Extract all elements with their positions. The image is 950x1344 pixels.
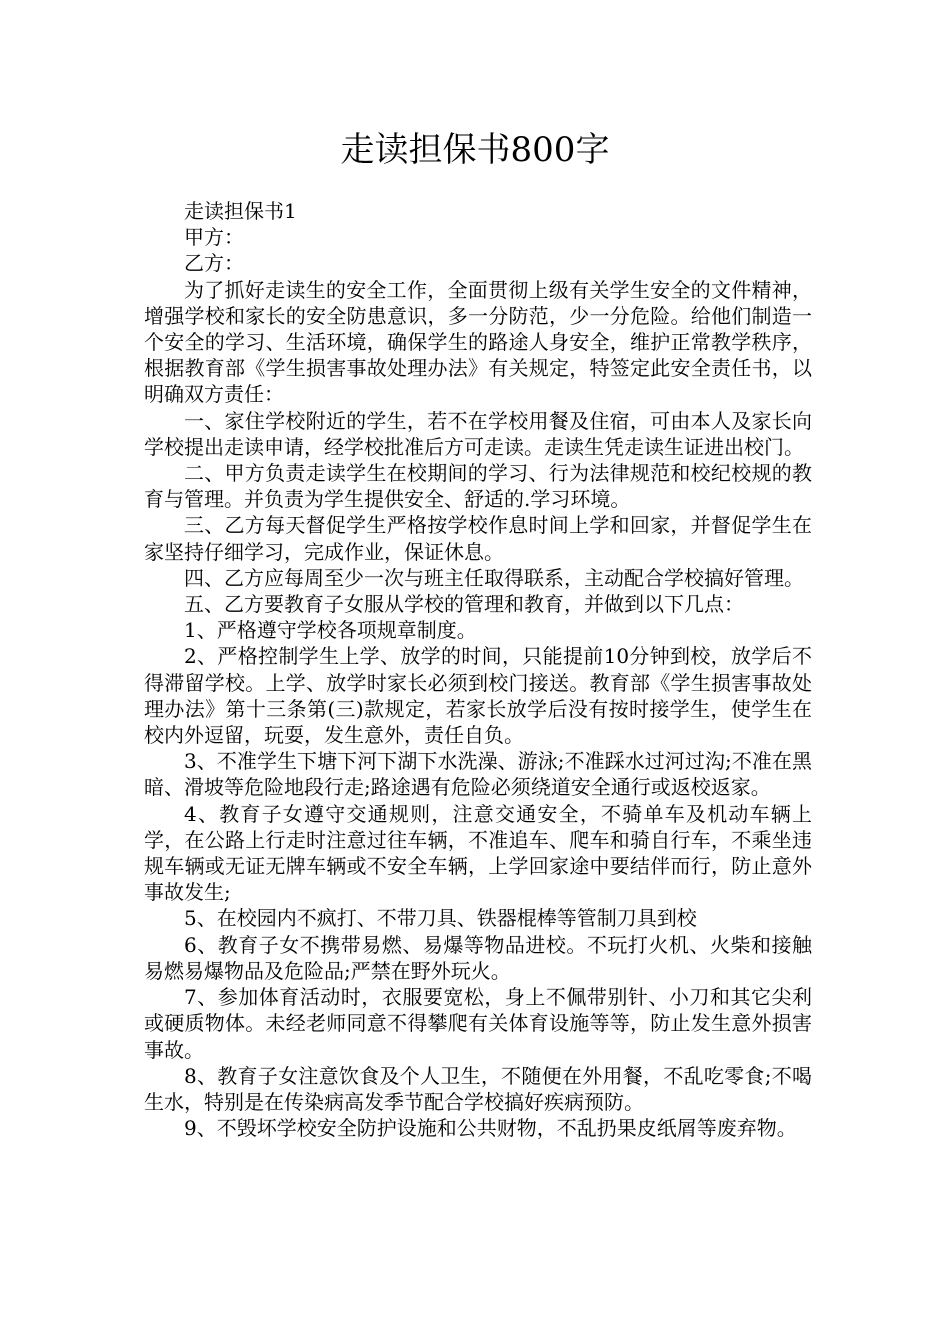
paragraph-heading: 走读担保书1	[184, 199, 297, 223]
paragraph-party-a: 甲方：	[184, 225, 244, 250]
paragraph-clause-3: 三、乙方每天督促学生严格按学校作息时间上学和回家，并督促学生在家坚持仔细学习，完成作业，保证休息。	[144, 513, 812, 564]
paragraph-item-6: 6、教育子女不携带易燃、易爆等物品进校。不玩打火机、火柴和接触易燃易爆物品及危险品;严禁在野外玩火。	[144, 932, 812, 983]
paragraph-clause-4: 四、乙方应每周至少一次与班主任取得联系，主动配合学校搞好管理。	[184, 565, 804, 590]
paragraph-item-5: 5、在校园内不疯打、不带刀具、铁器棍棒等管制刀具到校	[184, 906, 697, 931]
paragraph-item-2: 2、严格控制学生上学、放学的时间，只能提前10分钟到校，放学后不得滞留学校。上学、放学时家长必须到校门接送。教育部《学生损害事故处理办法》第十三条第(三)款规定，若家长放学后没有按时接学生，使学生在校内外逗留，玩耍，发生意外，责任自负。	[144, 644, 812, 748]
paragraph-item-8: 8、教育子女注意饮食及个人卫生，不随便在外用餐，不乱吃零食;不喝生水，特别是在传染病高发季节配合学校搞好疾病预防。	[144, 1063, 812, 1114]
paragraph-item-7: 7、参加体育活动时，衣服要宽松，身上不佩带别针、小刀和其它尖利或硬质物体。未经老师同意不得攀爬有关体育设施等等，防止发生意外损害事故。	[144, 985, 812, 1062]
paragraph-item-3: 3、不准学生下塘下河下湖下水洗澡、游泳;不准踩水过河过沟;不准在黑暗、滑坡等危险地段行走;路途遇有危险必须绕道安全通行或返校返家。	[144, 749, 812, 800]
document-body	[144, 198, 812, 1141]
paragraph-intro: 为了抓好走读生的安全工作，全面贯彻上级有关学生安全的文件精神，增强学校和家长的安全防患意识，多一分防范，少一分危险。给他们制造一个安全的学习、生活环境，确保学生的路途人身安全，维护正常教学秩序，根据教育部《学生损害事故处理办法》有关规定，特签定此安全责任书，以明确双方责任：	[144, 277, 812, 407]
page-title: 走读担保书800字	[340, 130, 610, 170]
paragraph-clause-5: 五、乙方要教育子女服从学校的管理和教育，并做到以下几点：	[184, 592, 744, 617]
paragraph-item-9: 9、不毁坏学校安全防护设施和公共财物，不乱扔果皮纸屑等废弃物。	[184, 1116, 797, 1141]
paragraph-party-b: 乙方：	[184, 251, 244, 276]
paragraph-item-4: 4、教育子女遵守交通规则，注意交通安全，不骑单车及机动车辆上学，在公路上行走时注意过往车辆，不准追车、爬车和骑自行车，不乘坐违规车辆或无证无牌车辆或不安全车辆，上学回家途中要结伴而行，防止意外事故发生;	[144, 801, 812, 905]
paragraph-item-1: 1、严格遵守学校各项规章制度。	[184, 618, 477, 643]
paragraph-clause-1: 一、家住学校附近的学生，若不在学校用餐及住宿，可由本人及家长向学校提出走读申请，经学校批准后方可走读。走读生凭走读生证进出校门。	[144, 408, 812, 459]
paragraph-clause-2: 二、甲方负责走读学生在校期间的学习、行为法律规范和校纪校规的教育与管理。并负责为学生提供安全、舒适的.学习环境。	[144, 461, 812, 512]
